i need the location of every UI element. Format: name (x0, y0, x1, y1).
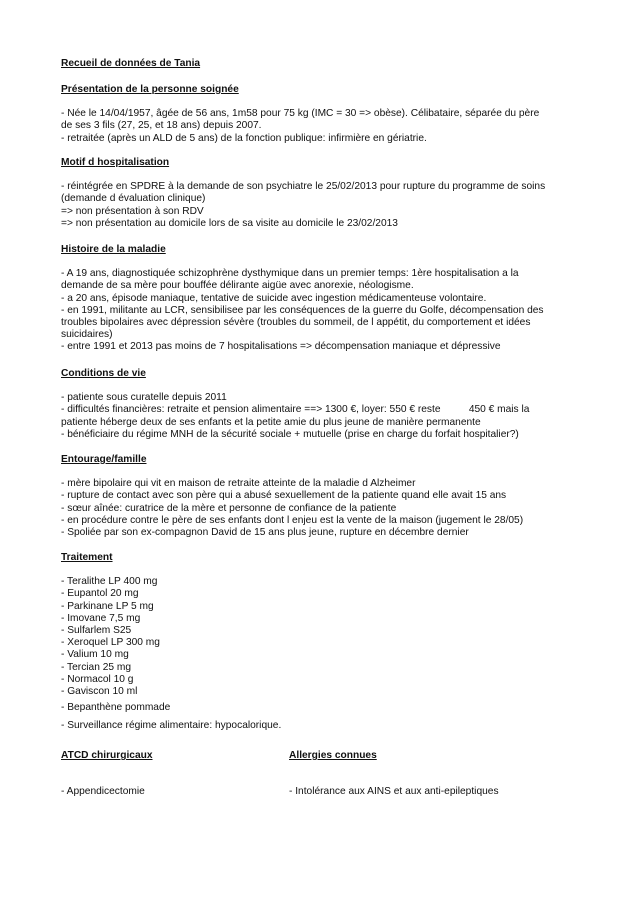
section-title: Allergies connues (289, 750, 377, 761)
section-title: Histoire de la maladie (61, 244, 166, 255)
text-line: - retraitée (après un ALD de 5 ans) de la fonction publique: infirmière en gériatrie. (61, 132, 427, 144)
section-presentation (61, 84, 581, 145)
section-histoire (61, 244, 581, 354)
text-line: - bénéficiaire du régime MNH de la sécurité sociale + mutuelle (prise en charge du forfait hospitalier?) (61, 428, 519, 440)
section-title: Entourage/famille (61, 454, 147, 465)
section-title: Traitement (61, 552, 113, 563)
text-line: - Spoliée par son ex-compagnon David de 15 ans plus jeune, rupture en décembre dernier (61, 527, 469, 539)
section-motif (61, 157, 581, 230)
text-line: - Née le 14/04/1957, âgée de 56 ans, 1m58 pour 75 kg (IMC = 30 => obèse). Célibataire, séparée du père (61, 108, 540, 120)
text-line: troubles bipolaires avec dépression sévère (troubles du sommeil, de l appétit, du comportement et idées (61, 317, 531, 329)
text-line: - mère bipolaire qui vit en maison de retraite atteinte de la maladie d Alzheimer (61, 478, 416, 490)
section-title: Présentation de la personne soignée (61, 84, 239, 95)
document-title: Recueil de données de Tania (61, 58, 201, 69)
med-item: - Tercian 25 mg (61, 661, 132, 673)
text-line: patiente héberge deux de ses enfants et la petite amie du plus jeune de manière permanente (61, 416, 481, 428)
section-conditions (61, 368, 581, 441)
text-line: - en procédure contre le père de ses enfants dont l enjeu est la vente de la maison (jugement le 28/05) (61, 514, 524, 526)
text-line: demande de sa mère pour bouffée délirante aigüe avec anorexie, néologisme. (61, 280, 414, 292)
text-line: => non présentation au domicile lors de sa visite au domicile le 23/02/2013 (61, 217, 398, 229)
text-line: - sœur aînée: curatrice de la mère et personne de confiance de la patiente (61, 502, 397, 514)
section-title: Conditions de vie (61, 368, 146, 379)
document-title-block (61, 58, 581, 70)
text-line: - A 19 ans, diagnostiquée schizophrène dysthymique dans un premier temps: 1ère hospitalisation a la (61, 268, 519, 280)
section-title: Motif d hospitalisation (61, 157, 170, 168)
med-item: - Eupantol 20 mg (61, 588, 139, 600)
text-line: - a 20 ans, épisode maniaque, tentative de suicide avec ingestion médicamenteuse volontaire. (61, 292, 487, 304)
section-allergies (289, 750, 589, 798)
regime-note: - Surveillance régime alimentaire: hypocalorique. (61, 720, 282, 732)
med-item: - Bepanthène pommade (61, 702, 171, 714)
text-line: - entre 1991 et 2013 pas moins de 7 hospitalisations => décompensation maniaque et dépressive (61, 341, 501, 353)
allergy-item: - Intolérance aux AINS et aux anti-epileptiques (289, 786, 499, 798)
med-item: - Normacol 10 g (61, 673, 134, 685)
section-title: ATCD chirurgicaux (61, 750, 153, 761)
atcd-item: - Appendicectomie (61, 786, 145, 798)
text-line: de ses 3 fils (27, 25, et 18 ans) depuis 2007. (61, 120, 262, 132)
text-line: - difficultés financières: retraite et pension alimentaire ==> 1300 €, loyer: 550 € reste 450 € mais la (61, 404, 530, 416)
med-item: - Sulfarlem S25 (61, 625, 132, 637)
med-item: - Parkinane LP 5 mg (61, 600, 154, 612)
med-item: - Teralithe LP 400 mg (61, 576, 158, 588)
text-line: - en 1991, militante au LCR, sensibilisee par les conséquences de la guerre du Golfe, décompensation des (61, 304, 544, 316)
text-line: - rupture de contact avec son père qui a abusé sexuellement de la patiente quand elle avait 15 ans (61, 490, 507, 502)
med-item: - Imovane 7,5 mg (61, 612, 141, 624)
text-line: - patiente sous curatelle depuis 2011 (61, 392, 227, 404)
text-line: - réintégrée en SPDRE à la demande de son psychiatre le 25/02/2013 pour rupture du programme de soins (61, 181, 546, 193)
text-line: => non présentation à son RDV (61, 205, 204, 217)
section-traitement (61, 552, 581, 733)
med-item: - Xeroquel LP 300 mg (61, 637, 160, 649)
text-line: (demande d évaluation clinique) (61, 193, 206, 205)
med-item: - Gaviscon 10 ml (61, 686, 138, 698)
text-line: suicidaires) (61, 329, 113, 341)
section-entourage (61, 454, 581, 539)
med-item: - Valium 10 mg (61, 649, 129, 661)
